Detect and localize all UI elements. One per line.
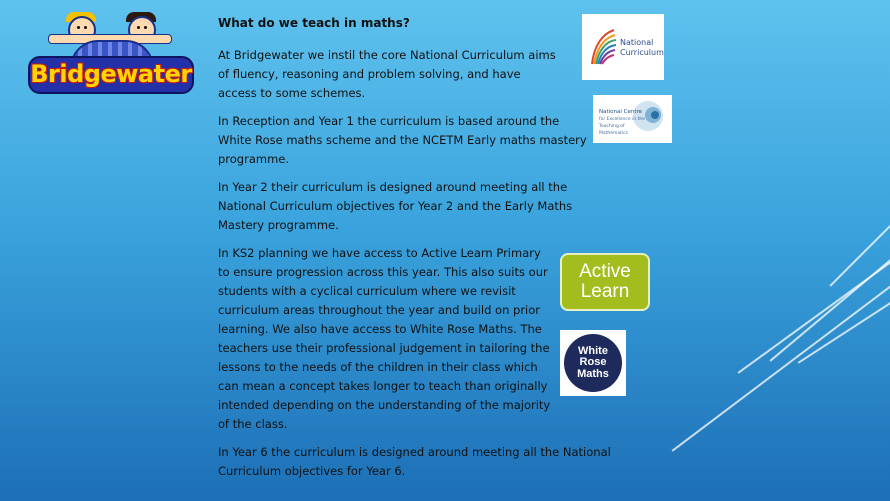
paragraph-ks2: In KS2 planning we have access to Active Learn Primary to ensure progression across this year. This also suits our students with a cyclical curriculum where we revisit curriculum areas throughout the year and build on prior learning. We also have access to White Rose Maths. The teachers use their professional judgement in tailoring the lessons to the needs of the children in their class which can mean a concept takes longer to teach than originally intended depending on the understanding of the majority of the class. [218, 246, 551, 431]
national-curriculum-mark-icon [588, 26, 618, 68]
national-curriculum-logo [582, 14, 664, 80]
maths-content [218, 14, 638, 490]
ncetm-logo [593, 95, 672, 143]
active-learn-line2: Learn [580, 281, 630, 302]
decorative-line [770, 257, 890, 361]
logo-banner [28, 56, 194, 94]
logo-wordmark: Bridgewater [30, 60, 192, 88]
white-rose-maths-logo [560, 330, 626, 396]
decorative-line [829, 222, 890, 287]
white-rose-disc: White Rose Maths [564, 334, 622, 392]
decorative-line [672, 270, 890, 452]
ncetm-circle [651, 111, 659, 119]
paragraph-year6: In Year 6 the curriculum is designed around meeting all the National Curriculum objectives for Year 6. [218, 445, 611, 478]
paragraph-year2: In Year 2 their curriculum is designed around meeting all the National Curriculum objectives for Year 2 and the Early Maths Mastery programme. [218, 180, 573, 232]
paragraph-core-aims: At Bridgewater we instil the core National Curriculum aims of fluency, reasoning and problem solving, and have access to some schemes. [218, 48, 556, 100]
school-logo [28, 12, 190, 94]
paragraph-reception-year1: In Reception and Year 1 the curriculum is based around the White Rose maths scheme and the NCETM Early maths mastery programme. [218, 114, 587, 166]
active-learn-logo [560, 253, 650, 311]
decorative-line [738, 255, 890, 374]
national-curriculum-label: National Curriculum [620, 38, 664, 57]
active-learn-line1: Active [579, 261, 631, 282]
ncetm-label: National Centre for Excellence in the Teaching of Mathematics [599, 109, 645, 136]
page-heading: What do we teach in maths? [218, 16, 410, 30]
